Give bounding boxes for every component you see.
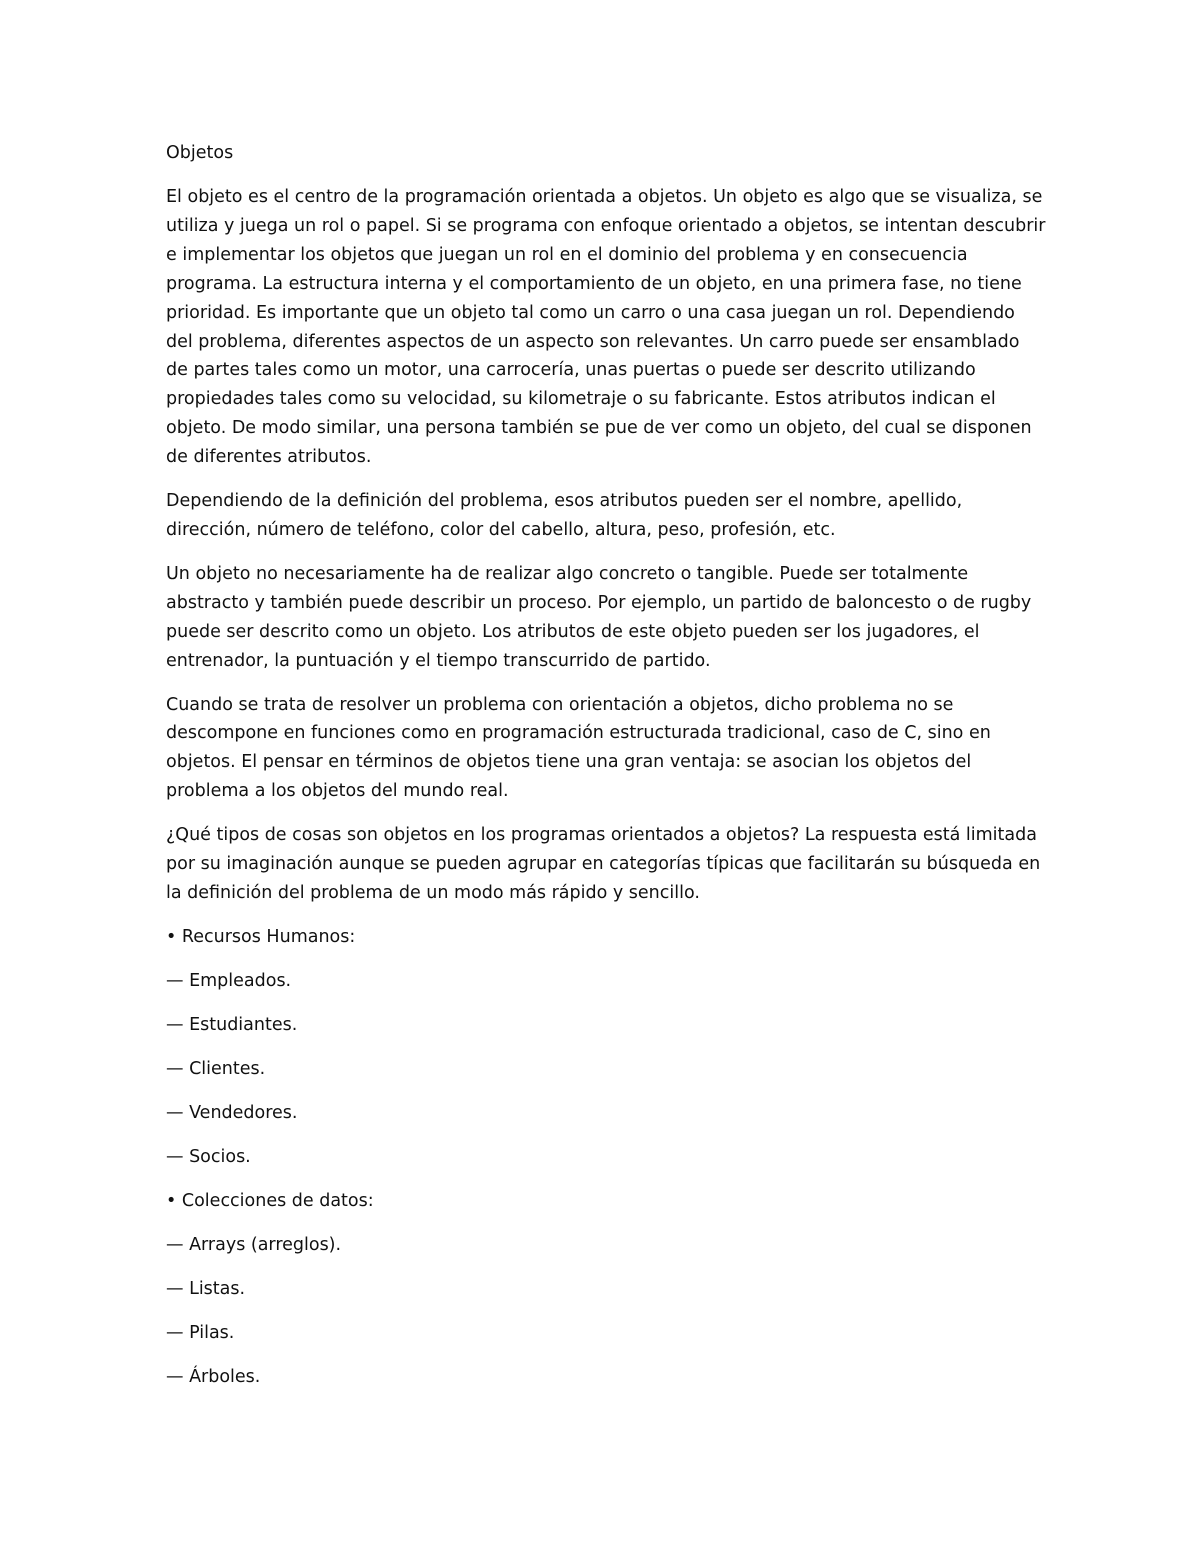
document-page bbox=[166, 139, 1046, 1407]
category-list bbox=[166, 923, 1046, 1392]
paragraph-orientation: Cuando se trata de resolver un problema con orientación a objetos, dicho problema no se descompone en funciones como en programación estructurada tradicional, caso de C, sino en objetos. El pensar en términos de objetos tiene una gran ventaja: se asocian los objetos del problema a los objetos del mundo real. bbox=[166, 694, 991, 802]
list-item: — Pilas. bbox=[166, 1322, 235, 1343]
list-item: — Vendedores. bbox=[166, 1102, 298, 1123]
list-item: — Árboles. bbox=[166, 1366, 261, 1387]
paragraph-question: ¿Qué tipos de cosas son objetos en los programas orientados a objetos? La respuesta está limitada por su imaginación aunque se pueden agrupar en categorías típicas que facilitarán su búsqueda en la definición del problema de un modo más rápido y sencillo. bbox=[166, 825, 1041, 903]
list-item: • Colecciones de datos: bbox=[166, 1190, 374, 1211]
list-item: — Arrays (arreglos). bbox=[166, 1234, 342, 1255]
paragraph-attributes: Dependiendo de la definición del problema, esos atributos pueden ser el nombre, apellido, dirección, número de teléfono, color del cabello, altura, peso, profesión, etc. bbox=[166, 491, 963, 540]
paragraph-definition: El objeto es el centro de la programación orientada a objetos. Un objeto es algo que se visualiza, se utiliza y juega un rol o papel. Si se programa con enfoque orientado a objetos, se intentan descubrir e implementar los objetos que juegan un rol en el dominio del problema y en consecuencia programa. La estructura interna y el comportamiento de un objeto, en una primera fase, no tiene prioridad. Es importante que un objeto tal como un carro o una casa juegan un rol. Dependiendo del problema, diferentes aspectos de un aspecto son relevantes. Un carro puede ser ensamblado de partes tales como un motor, una carrocería, unas puertas o puede ser descrito utilizando propiedades tales como su velocidad, su kilometraje o su fabricante. Estos atributos indican el objeto. De modo similar, una persona también se pue de ver como un objeto, del cual se disponen de diferentes atributos. bbox=[166, 187, 1046, 468]
list-item: • Recursos Humanos: bbox=[166, 926, 356, 947]
list-item: — Listas. bbox=[166, 1278, 246, 1299]
paragraph-abstract: Un objeto no necesariamente ha de realizar algo concreto o tangible. Puede ser totalmente abstracto y también puede describir un proceso. Por ejemplo, un partido de baloncesto o de rugby puede ser descrito como un objeto. Los atributos de este objeto pueden ser los jugadores, el entrenador, la puntuación y el tiempo transcurrido de partido. bbox=[166, 563, 1032, 671]
document-title: Objetos bbox=[166, 143, 234, 163]
list-item: — Empleados. bbox=[166, 970, 292, 991]
list-item: — Estudiantes. bbox=[166, 1014, 298, 1035]
list-item: — Socios. bbox=[166, 1146, 251, 1167]
list-item: — Clientes. bbox=[166, 1058, 266, 1079]
